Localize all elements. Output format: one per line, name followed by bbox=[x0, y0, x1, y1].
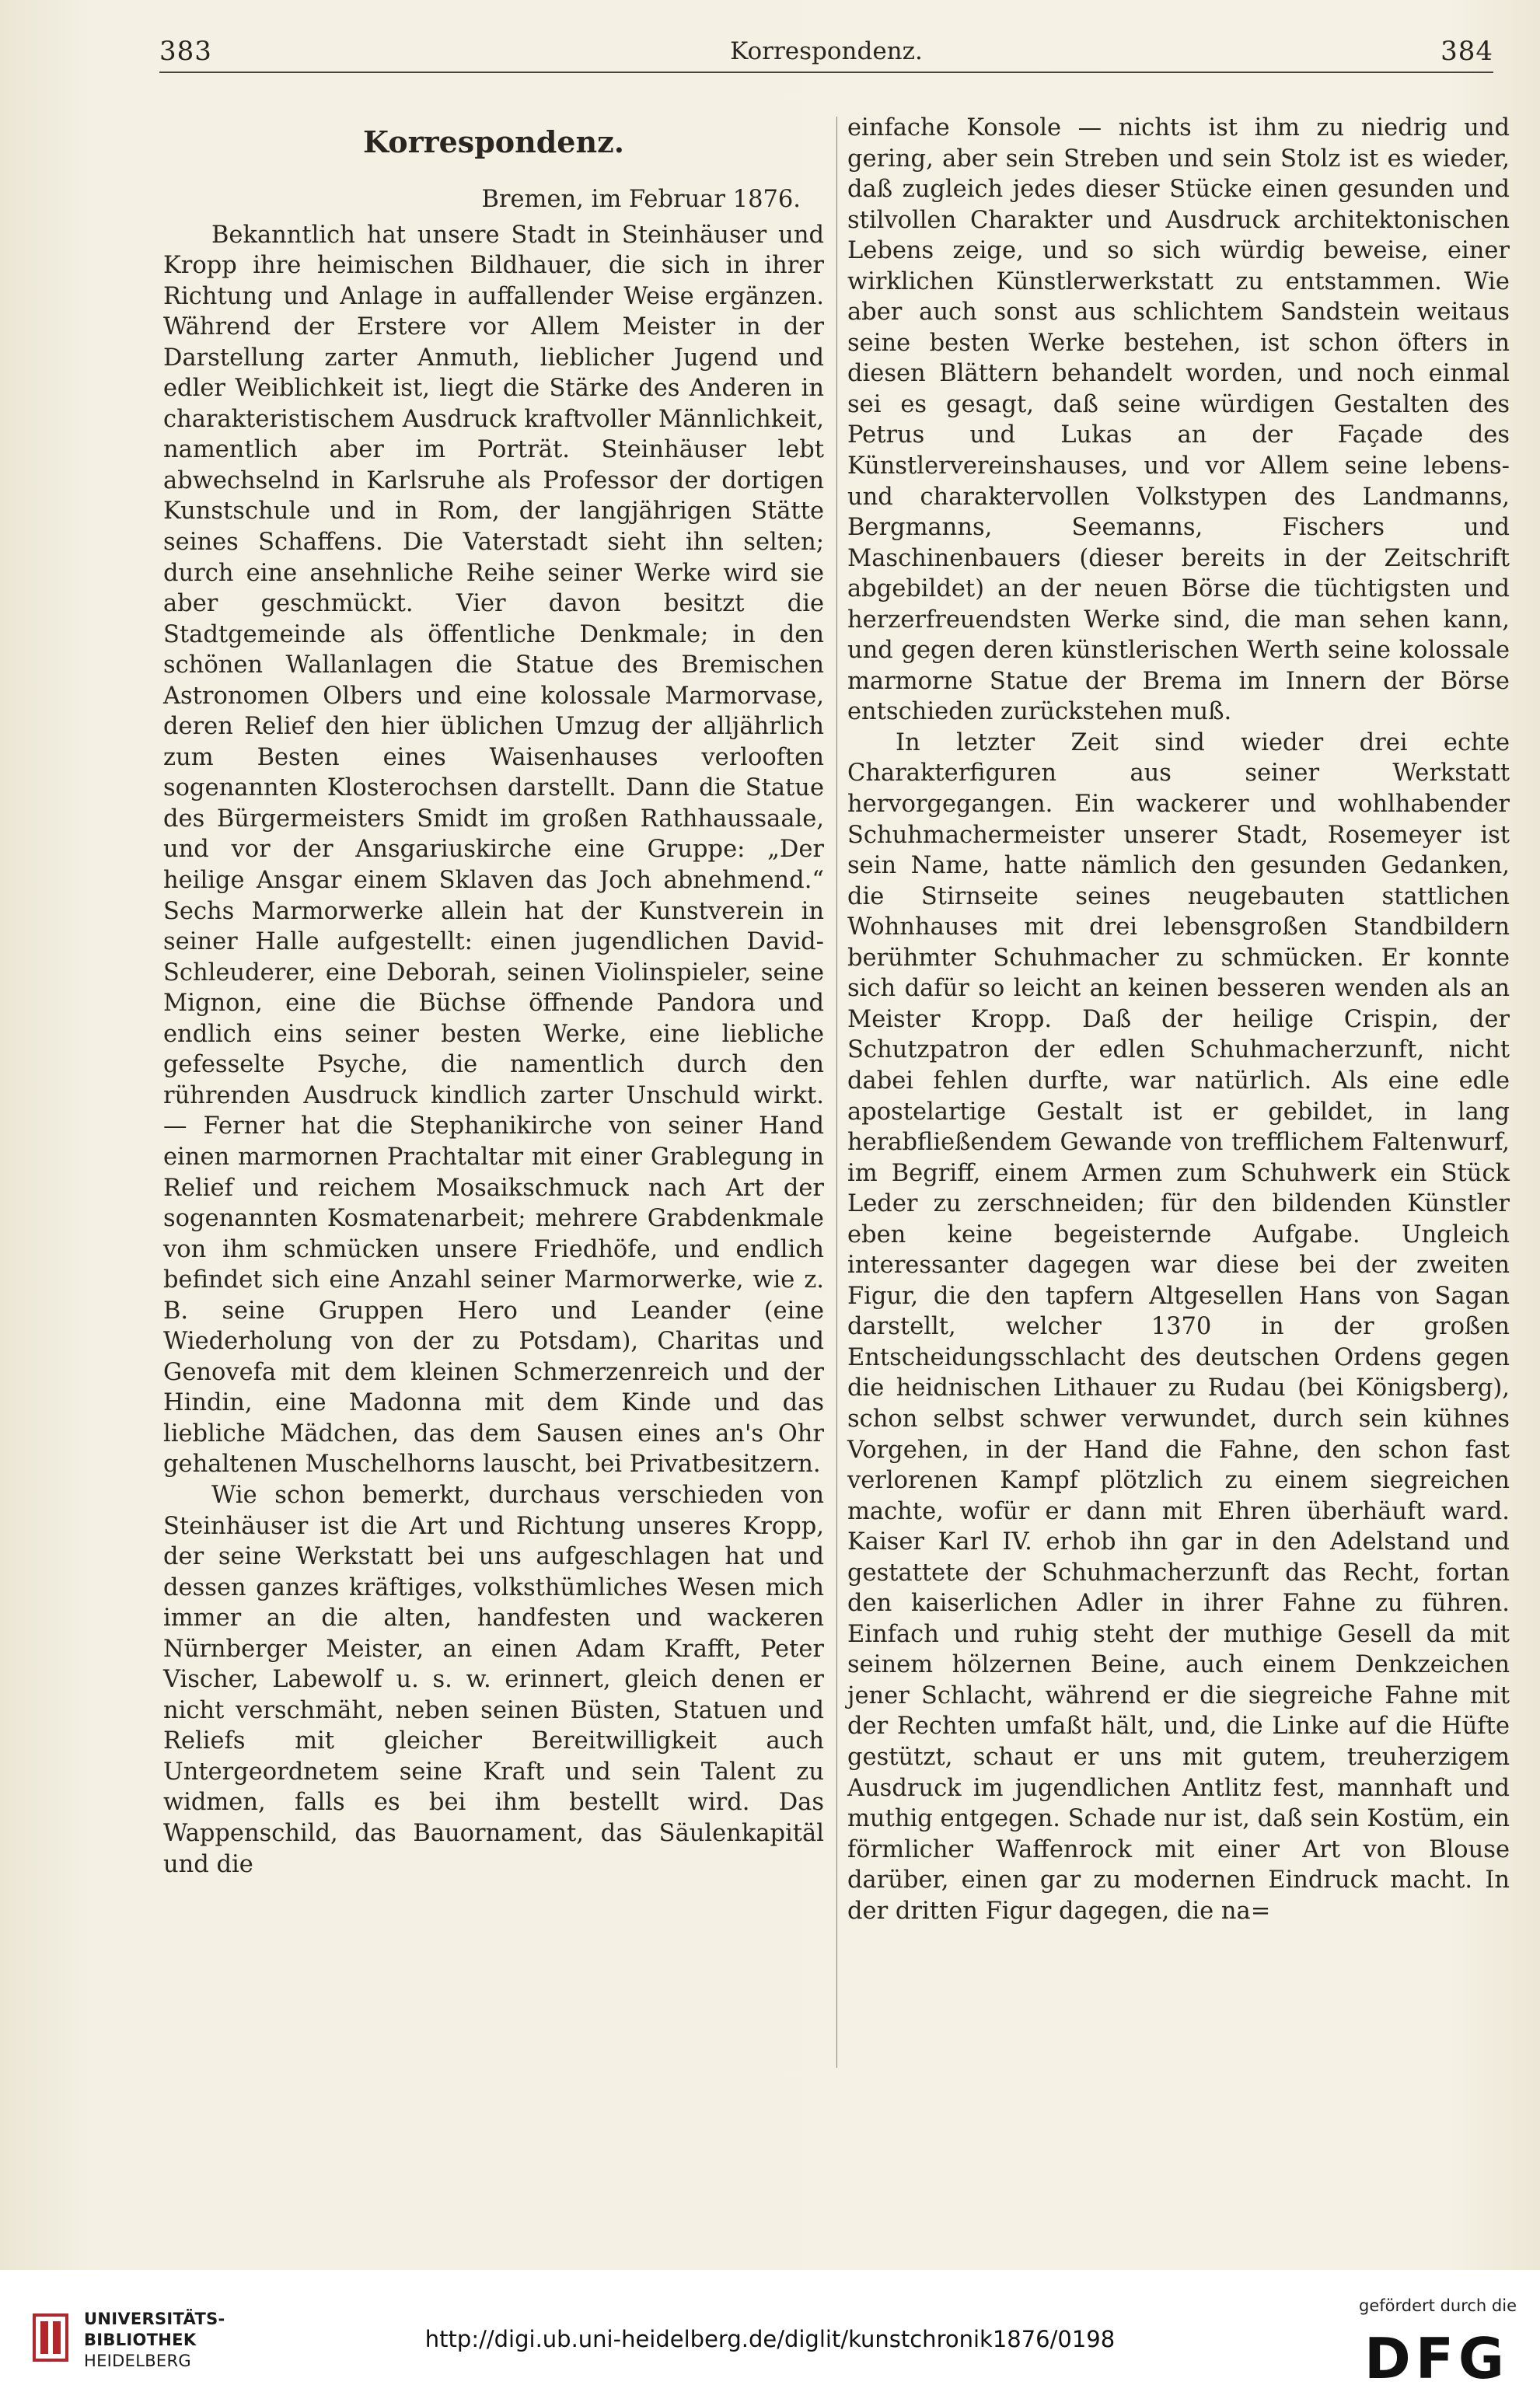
running-title: Korrespondenz. bbox=[730, 37, 923, 65]
digitization-footer bbox=[0, 2270, 1540, 2406]
column-divider bbox=[836, 117, 837, 2068]
dfg-logo: DFG bbox=[1364, 2326, 1509, 2391]
left-column bbox=[163, 113, 824, 1880]
dateline: Bremen, im Februar 1876. bbox=[481, 186, 801, 213]
article-title: Korrespondenz. bbox=[363, 124, 624, 159]
paragraph: In letzter Zeit sind wieder drei echte Charakterfiguren aus seiner Werkstatt hervorgegangen. Ein wackerer und wohlhabender Schuhmachermeister unserer Stadt, Rosemeyer ist sein Name, hatte nämlich den gesunden Gedanken, die Stirnseite seines neugebauten stattlichen Wohnhauses mit drei lebensgroßen Standbildern berühmter Schuhmacher zu schmücken. Er konnte sich dafür so leicht an keinen besseren wenden als an Meister Kropp. Daß der heilige Crispin, der Schutzpatron der edlen Schuhmacherzunft, nicht dabei fehlen durfte, war natürlich. Als eine edle apostelartige Gestalt ist er gebildet, in lang herabfließendem Gewande von trefflichem Faltenwurf, im Begriff, einem Armen zum Schuhwerk ein Stück Leder zu zerschneiden; für den bildenden Künstler eben keine begeisternde Aufgabe. Ungleich interessanter dagegen war diese bei der zweiten Figur, die den tapfern Altgesellen Hans von Sagan darstellt, welcher 1370 in der großen Entscheidungsschlacht des deutschen Ordens gegen die heidnischen Lithauer zu Rudau (bei Königsberg), schon selbst schwer verwundet, durch sein kühnes Vorgehen, in der Hand die Fahne, den schon fast verlorenen Kampf plötzlich zu einem siegreichen machte, wofür er dann mit Ehren überhäuft ward. Kaiser Karl IV. erhob ihn gar in den Adelstand und gestattete der Schuhmacherzunft das Recht, fortan den kaiserlichen Adler in ihrer Fahne zu führen. Einfach und ruhig steht der muthige Gesell da mit seinem hölzernen Beine, auch einem Denkzeichen jener Schlacht, während er die siegreiche Fahne mit der Rechten umfaßt hält, und, die Linke auf die Hüfte gestützt, schaut er uns mit gutem, treuherzigem Ausdruck im jugendlichen Antlitz fest, mannhaft und muthig entgegen. Schade nur ist, daß sein Kostüm, ein förmlicher Waffenrock mit einer Art von Blouse darüber, einen gar zu modernen Eindruck macht. In der dritten Figur dagegen, die na= bbox=[847, 728, 1510, 1925]
funding-note: gefördert durch die bbox=[1359, 2296, 1517, 2315]
page-number-left: 383 bbox=[159, 36, 212, 67]
running-head bbox=[159, 31, 1493, 73]
paragraph: einfache Konsole — nichts ist ihm zu niedrig und gering, aber sein Streben und sein Stolz ist es wieder, daß zugleich jedes dieser Stücke einen gesunden und stilvollen Charakter und Ausdruck architektonischen Lebens zeige, und so sich würdig beweise, einer wirklichen Künstlerwerkstatt zu entstammen. Wie aber auch sonst aus schlichtem Sandstein weitaus seine besten Werke bestehen, ist schon öfters in diesen Blättern behandelt worden, und noch einmal sei es gesagt, daß seine würdigen Gestalten des Petrus und Lukas an der Façade des Künstlervereinshauses, und vor Allem seine lebens- und charaktervollen Volkstypen des Landmanns, Bergmanns, Seemanns, Fischers und Maschinenbauers (dieser bereits in der Zeitschrift abgebildet) an der neuen Börse die tüchtigsten und herzerfreuendsten Werke sind, die man sehen kann, und gegen deren künstlerischen Werth seine kolossale marmorne Statue der Brema im Innern der Börse entschieden zurückstehen muß. bbox=[847, 114, 1510, 726]
right-column bbox=[847, 113, 1510, 1926]
paragraph: Wie schon bemerkt, durchaus verschieden von Steinhäuser ist die Art und Richtung unseres Kropp, der seine Werkstatt bei uns aufgeschlagen hat und dessen ganzes kräftiges, volksthümliches Wesen mich immer an die alten, handfesten und wackeren Nürnberger Meister, an einen Adam Krafft, Peter Vischer, Labewolf u. s. w. erinnert, gleich denen er nicht verschmäht, neben seinen Büsten, Statuen und Reliefs mit gleicher Bereitwilligkeit auch Untergeordnetem seine Kraft und sein Talent zu widmen, falls es bei ihm bestellt wird. Das Wappenschild, das Bauornament, das Säulenkapitäl und die bbox=[163, 1481, 824, 1878]
library-name: UNIVERSITÄTS- BIBLIOTHEK HEIDELBERG bbox=[84, 2310, 225, 2370]
paragraph: Bekanntlich hat unsere Stadt in Steinhäuser und Kropp ihre heimischen Bildhauer, die sich in ihrer Richtung und Anlage in auffallender Weise ergänzen. Während der Erstere vor Allem Meister in der Darstellung zarter Anmuth, lieblicher Jugend und edler Weiblichkeit ist, liegt die Stärke des Anderen in charakteristischem Ausdruck kraftvoller Männlichkeit, namentlich aber im Porträt. Steinhäuser lebt abwechselnd in Karlsruhe als Professor der dortigen Kunstschule und in Rom, der langjährigen Stätte seines Schaffens. Die Vaterstadt sieht ihn selten; durch eine ansehnliche Reihe seiner Werke wird sie aber geschmückt. Vier davon besitzt die Stadtgemeinde als öffentliche Denkmale; in den schönen Wallanlagen die Statue des Bremischen Astronomen Olbers und eine kolossale Marmorvase, deren Relief den hier üblichen Umzug der alljährlich zum Besten eines Waisenhauses verlooften sogenannten Klosterochsen darstellt. Dann die Statue des Bürgermeisters Smidt im großen Rathhaussaale, und vor der Ansgariuskirche eine Gruppe: „Der heilige Ansgar einem Sklaven das Joch abnehmend.“ Sechs Marmorwerke allein hat der Kunstverein in seiner Halle aufgestellt: einen jugendlichen David-Schleuderer, eine Deborah, seinen Violinspieler, seine Mignon, eine die Büchse öffnende Pandora und endlich eins seiner besten Werke, eine liebliche gefesselte Psyche, die namentlich durch den rührenden Ausdruck kindlich zarter Unschuld wirkt. — Ferner hat die Stephanikirche von seiner Hand einen marmornen Prachtaltar mit einer Grablegung in Relief und reichem Mosaikschmuck nach Art der sogenannten Kosmatenarbeit; mehrere Grabdenkmale von ihm schmücken unsere Friedhöfe, und endlich befindet sich eine Anzahl seiner Marmorwerke, wie z. B. seine Gruppen Hero und Leander (eine Wiederholung von der zu Potsdam), Charitas und Genovefa mit dem kleinen Schmerzenreich und der Hindin, eine Madonna mit dem Kinde und das liebliche Mädchen, das dem Sausen eines an's Ohr gehaltenen Muschelhorns lauscht, bei Privatbesitzern. bbox=[163, 221, 824, 1479]
page-number-right: 384 bbox=[1440, 36, 1493, 67]
permalink-url[interactable]: http://digi.ub.uni-heidelberg.de/diglit/kunstchronik1876/0198 bbox=[424, 2326, 1116, 2352]
